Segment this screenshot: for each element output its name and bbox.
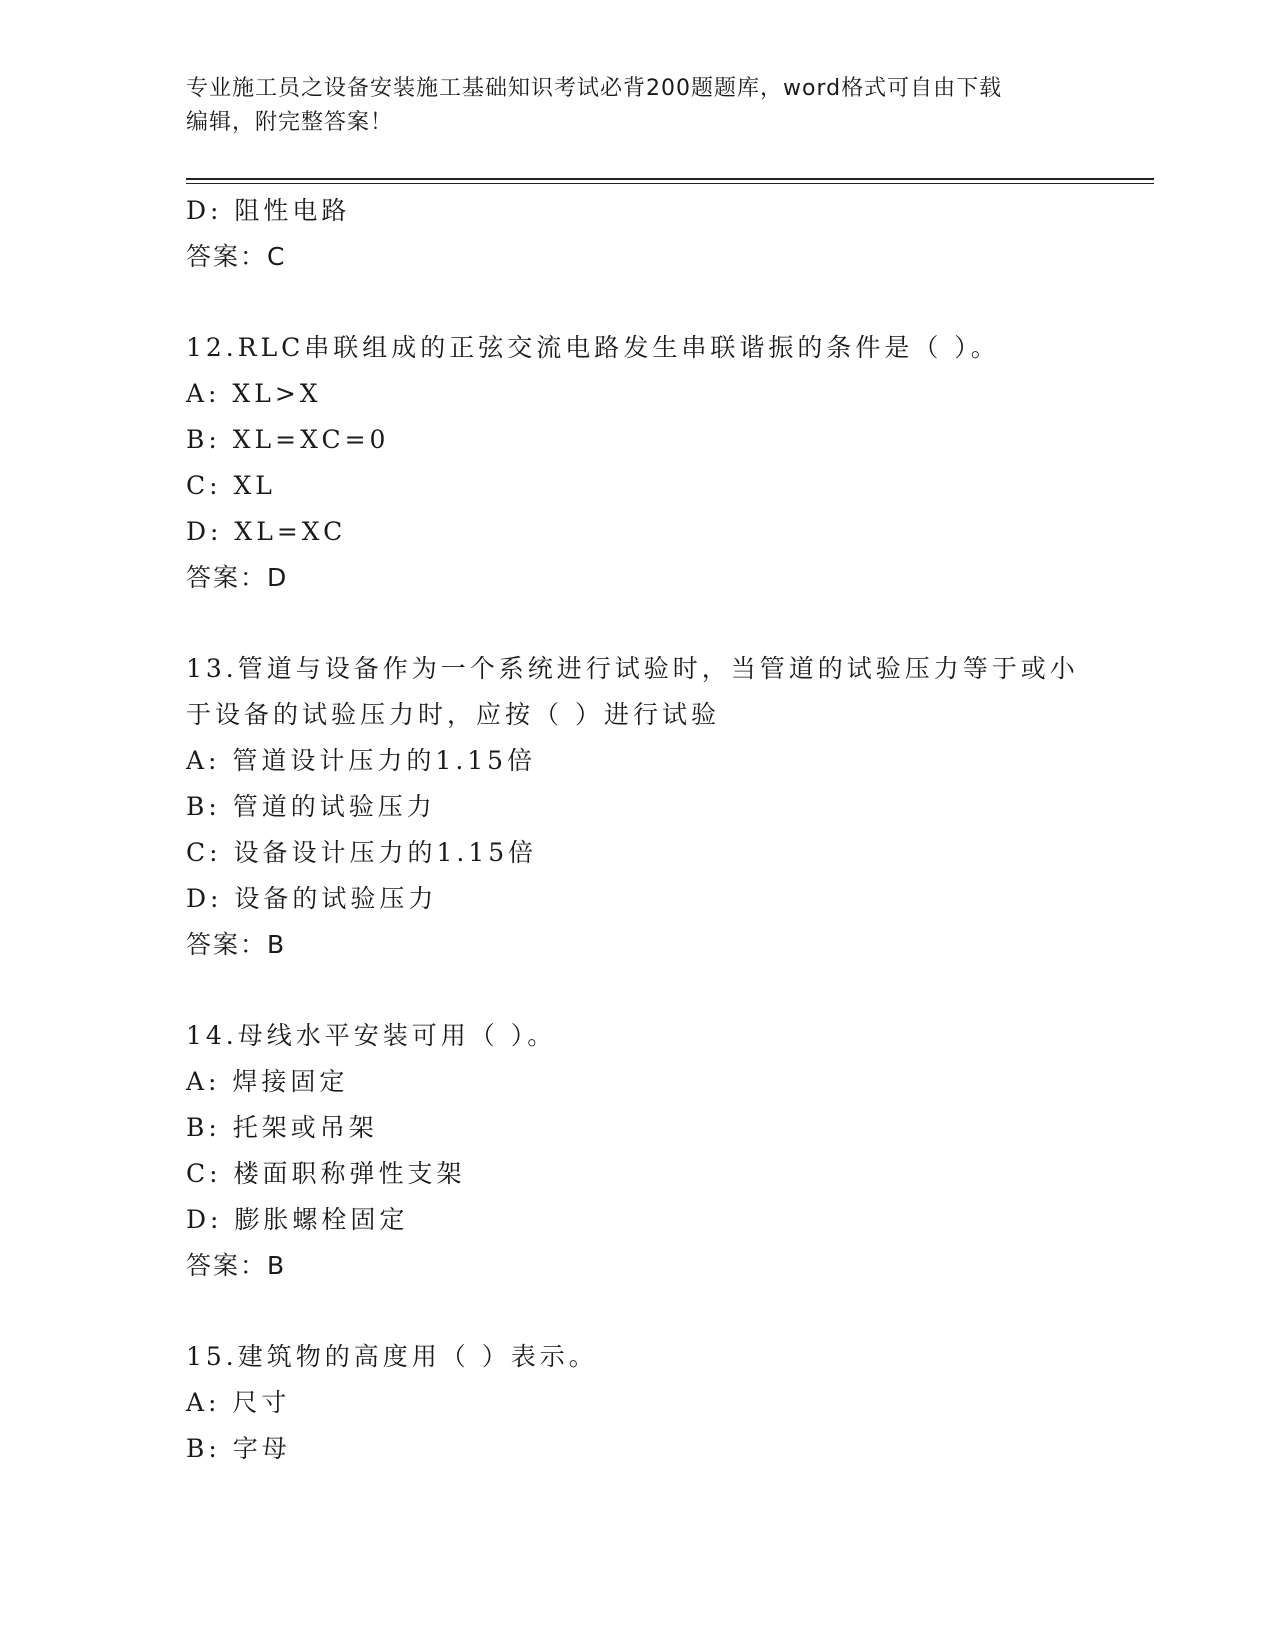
question-15 [186, 1334, 1086, 1472]
answer-line: 答案：B [186, 930, 287, 959]
question-13 [186, 646, 1086, 968]
header-title-line1: 专业施工员之设备安装施工基础知识考试必背200题题库，word格式可自由下载 [186, 76, 1003, 101]
answer-line: 答案：C [186, 242, 287, 271]
header-divider-thick [186, 178, 1154, 180]
option-c: C: XL [186, 471, 276, 500]
option-b: B: 托架或吊架 [186, 1113, 378, 1142]
option-b: B: 管道的试验压力 [186, 792, 436, 821]
question-stem: 12.RLC串联组成的正弦交流电路发生串联谐振的条件是（ ）。 [186, 333, 1000, 362]
option-d: D: 设备的试验压力 [186, 884, 438, 913]
option-c: C: 楼面职称弹性支架 [186, 1159, 466, 1188]
question-stem-line2: 于设备的试验压力时，应按（ ）进行试验 [186, 700, 720, 729]
document-header [186, 72, 1086, 140]
answer-line: 答案：D [186, 563, 289, 592]
header-divider-thin [186, 183, 1154, 184]
question-11-tail [186, 188, 1086, 280]
option-a: A: 管道设计压力的1.15倍 [186, 746, 537, 775]
question-14 [186, 1013, 1086, 1289]
option-c: C: 设备设计压力的1.15倍 [186, 838, 538, 867]
question-stem: 15.建筑物的高度用（ ）表示。 [186, 1342, 598, 1371]
question-stem-line1: 13.管道与设备作为一个系统进行试验时，当管道的试验压力等于或小 [186, 654, 1079, 683]
question-stem: 14.母线水平安装可用（ ）。 [186, 1021, 557, 1050]
option-a: A: 焊接固定 [186, 1067, 349, 1096]
option-d: D: XL=XC [186, 517, 347, 546]
option-b: B: 字母 [186, 1434, 291, 1463]
option-a: A: XL>X [186, 379, 322, 408]
header-title-line2: 编辑，附完整答案！ [186, 110, 394, 135]
option-a: A: 尺寸 [186, 1388, 291, 1417]
question-12 [186, 325, 1086, 601]
answer-line: 答案：B [186, 1251, 287, 1280]
question-list [186, 188, 1086, 1472]
option-d: D: 膨胀螺栓固定 [186, 1205, 409, 1234]
option-d: D: 阻性电路 [186, 196, 351, 225]
option-b: B: XL=XC=0 [186, 425, 390, 454]
